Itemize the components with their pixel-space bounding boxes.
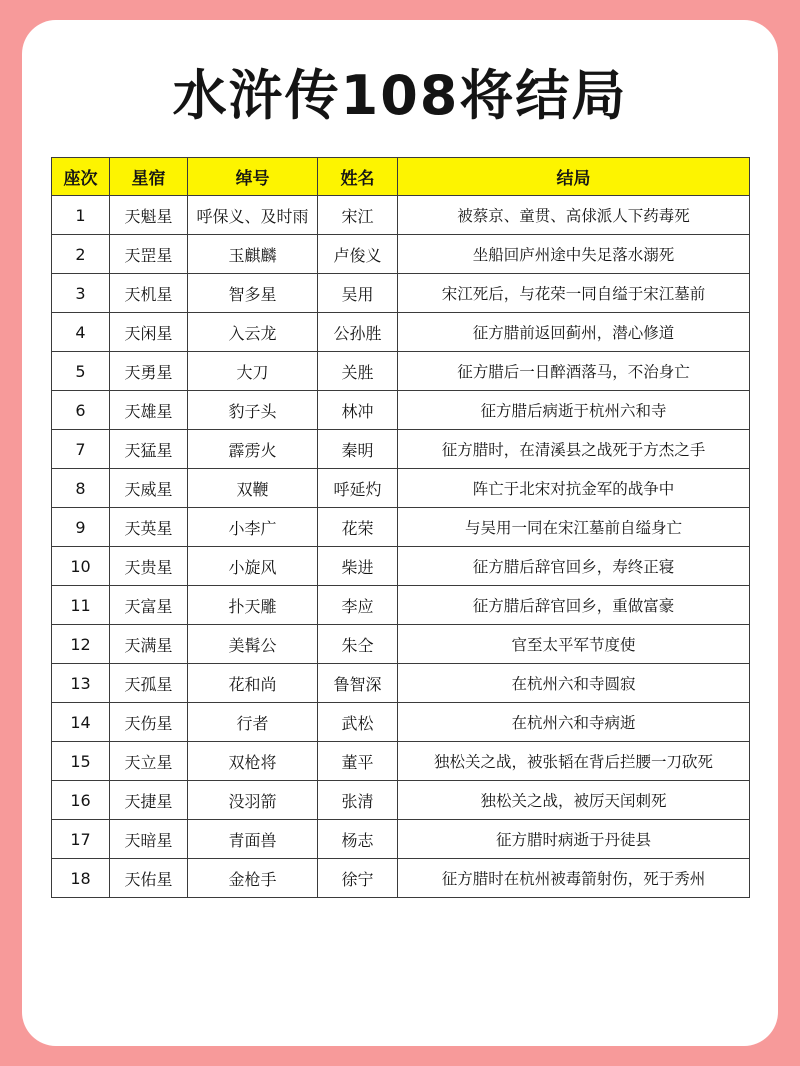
table-row: [52, 352, 750, 391]
cell-seat: 1: [52, 196, 110, 235]
cell-star: 天满星: [110, 625, 188, 664]
cell-outcome: 与吴用一同在宋江墓前自缢身亡: [398, 508, 750, 547]
outcome-table-wrapper: [51, 157, 749, 898]
cell-seat: 3: [52, 274, 110, 313]
cell-nickname: 没羽箭: [188, 781, 318, 820]
cell-seat: 17: [52, 820, 110, 859]
table-row: [52, 547, 750, 586]
table-row: [52, 430, 750, 469]
cell-star: 天闲星: [110, 313, 188, 352]
table-row: [52, 508, 750, 547]
table-row: [52, 391, 750, 430]
cell-star: 天立星: [110, 742, 188, 781]
cell-name: 吴用: [318, 274, 398, 313]
cell-name: 柴进: [318, 547, 398, 586]
cell-nickname: 行者: [188, 703, 318, 742]
cell-name: 张清: [318, 781, 398, 820]
content-card: [22, 20, 778, 1046]
column-header-nickname: 绰号: [188, 158, 318, 196]
cell-outcome: 征方腊后辞官回乡，重做富豪: [398, 586, 750, 625]
outcome-table: [51, 157, 750, 898]
cell-nickname: 扑天雕: [188, 586, 318, 625]
cell-outcome: 官至太平军节度使: [398, 625, 750, 664]
table-row: [52, 703, 750, 742]
column-header-outcome: 结局: [398, 158, 750, 196]
cell-seat: 8: [52, 469, 110, 508]
cell-name: 花荣: [318, 508, 398, 547]
cell-star: 天暗星: [110, 820, 188, 859]
cell-outcome: 征方腊时在杭州被毒箭射伤，死于秀州: [398, 859, 750, 898]
cell-name: 林冲: [318, 391, 398, 430]
cell-nickname: 青面兽: [188, 820, 318, 859]
column-header-star: 星宿: [110, 158, 188, 196]
cell-name: 公孙胜: [318, 313, 398, 352]
cell-name: 鲁智深: [318, 664, 398, 703]
cell-star: 天威星: [110, 469, 188, 508]
cell-outcome: 征方腊后一日醉酒落马，不治身亡: [398, 352, 750, 391]
cell-seat: 10: [52, 547, 110, 586]
cell-outcome: 被蔡京、童贯、高俅派人下药毒死: [398, 196, 750, 235]
cell-star: 天伤星: [110, 703, 188, 742]
table-header-row: [52, 158, 750, 196]
page-title: 水浒传108将结局: [172, 64, 628, 127]
cell-star: 天富星: [110, 586, 188, 625]
cell-star: 天勇星: [110, 352, 188, 391]
cell-nickname: 智多星: [188, 274, 318, 313]
cell-star: 天雄星: [110, 391, 188, 430]
cell-outcome: 坐船回庐州途中失足落水溺死: [398, 235, 750, 274]
cell-outcome: 征方腊时，在清溪县之战死于方杰之手: [398, 430, 750, 469]
cell-seat: 2: [52, 235, 110, 274]
cell-seat: 9: [52, 508, 110, 547]
cell-star: 天罡星: [110, 235, 188, 274]
cell-seat: 16: [52, 781, 110, 820]
cell-outcome: 征方腊前返回蓟州，潜心修道: [398, 313, 750, 352]
table-row: [52, 664, 750, 703]
cell-name: 徐宁: [318, 859, 398, 898]
table-row: [52, 781, 750, 820]
cell-nickname: 呼保义、及时雨: [188, 196, 318, 235]
cell-name: 武松: [318, 703, 398, 742]
cell-seat: 12: [52, 625, 110, 664]
cell-nickname: 花和尚: [188, 664, 318, 703]
cell-star: 天魁星: [110, 196, 188, 235]
cell-nickname: 入云龙: [188, 313, 318, 352]
table-row: [52, 742, 750, 781]
cell-nickname: 美髯公: [188, 625, 318, 664]
cell-star: 天贵星: [110, 547, 188, 586]
cell-star: 天英星: [110, 508, 188, 547]
cell-seat: 5: [52, 352, 110, 391]
cell-seat: 6: [52, 391, 110, 430]
cell-nickname: 小李广: [188, 508, 318, 547]
table-row: [52, 859, 750, 898]
table-header: [52, 158, 750, 196]
column-header-seat: 座次: [52, 158, 110, 196]
cell-star: 天捷星: [110, 781, 188, 820]
cell-name: 关胜: [318, 352, 398, 391]
table-row: [52, 196, 750, 235]
cell-star: 天猛星: [110, 430, 188, 469]
cell-outcome: 征方腊后辞官回乡，寿终正寝: [398, 547, 750, 586]
cell-nickname: 玉麒麟: [188, 235, 318, 274]
cell-outcome: 在杭州六和寺圆寂: [398, 664, 750, 703]
cell-star: 天佑星: [110, 859, 188, 898]
cell-nickname: 双鞭: [188, 469, 318, 508]
cell-seat: 15: [52, 742, 110, 781]
table-body: [52, 196, 750, 898]
table-row: [52, 820, 750, 859]
cell-seat: 4: [52, 313, 110, 352]
cell-name: 杨志: [318, 820, 398, 859]
table-row: [52, 274, 750, 313]
cell-seat: 13: [52, 664, 110, 703]
cell-outcome: 在杭州六和寺病逝: [398, 703, 750, 742]
table-row: [52, 469, 750, 508]
cell-nickname: 金枪手: [188, 859, 318, 898]
cell-outcome: 征方腊后病逝于杭州六和寺: [398, 391, 750, 430]
cell-seat: 14: [52, 703, 110, 742]
cell-name: 李应: [318, 586, 398, 625]
cell-star: 天孤星: [110, 664, 188, 703]
cell-name: 宋江: [318, 196, 398, 235]
cell-outcome: 独松关之战，被张韬在背后拦腰一刀砍死: [398, 742, 750, 781]
column-header-name: 姓名: [318, 158, 398, 196]
cell-outcome: 宋江死后，与花荣一同自缢于宋江墓前: [398, 274, 750, 313]
cell-star: 天机星: [110, 274, 188, 313]
cell-seat: 11: [52, 586, 110, 625]
table-row: [52, 586, 750, 625]
cell-name: 朱仝: [318, 625, 398, 664]
cell-outcome: 独松关之战，被厉天闰刺死: [398, 781, 750, 820]
cell-nickname: 大刀: [188, 352, 318, 391]
cell-name: 秦明: [318, 430, 398, 469]
cell-outcome: 征方腊时病逝于丹徒县: [398, 820, 750, 859]
cell-seat: 7: [52, 430, 110, 469]
table-row: [52, 625, 750, 664]
cell-outcome: 阵亡于北宋对抗金军的战争中: [398, 469, 750, 508]
table-row: [52, 235, 750, 274]
table-row: [52, 313, 750, 352]
cell-name: 董平: [318, 742, 398, 781]
cell-nickname: 小旋风: [188, 547, 318, 586]
cell-name: 呼延灼: [318, 469, 398, 508]
cell-nickname: 双枪将: [188, 742, 318, 781]
cell-nickname: 霹雳火: [188, 430, 318, 469]
cell-name: 卢俊义: [318, 235, 398, 274]
cell-seat: 18: [52, 859, 110, 898]
cell-nickname: 豹子头: [188, 391, 318, 430]
